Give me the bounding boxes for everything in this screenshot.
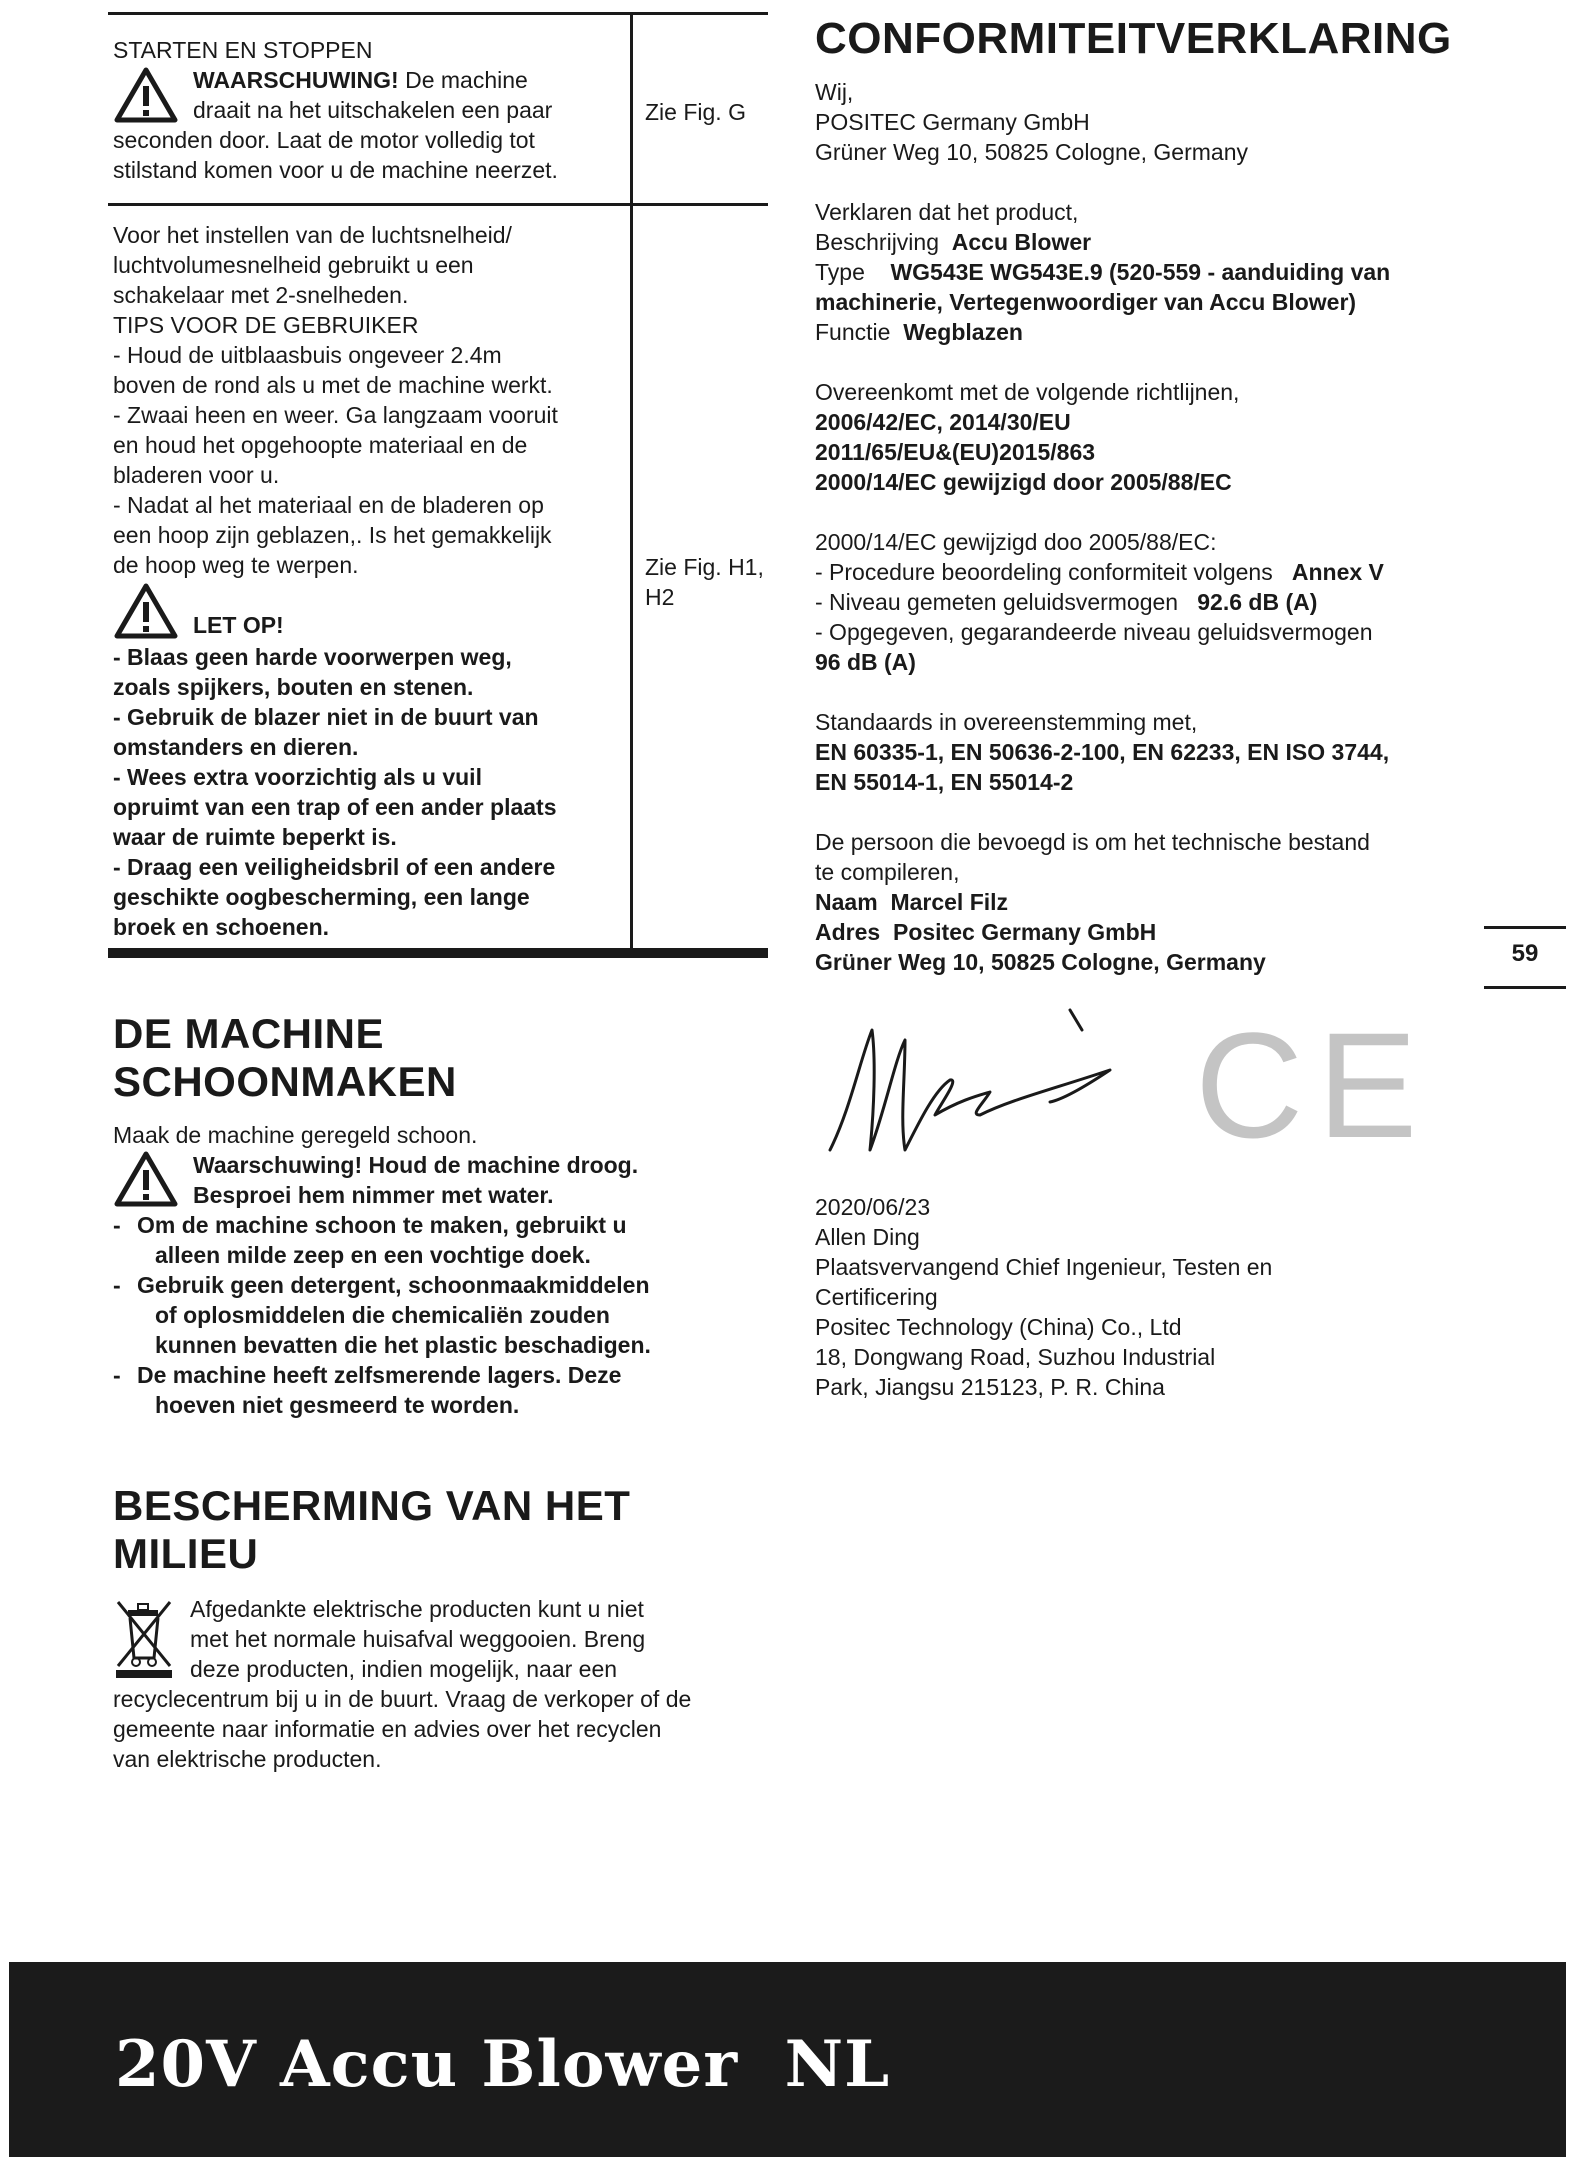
- decl-addr-label: Adres: [815, 919, 881, 945]
- tips-block: [113, 220, 633, 580]
- signer-title: Certificering: [815, 1284, 938, 1310]
- decl-noise-measured-label: - Niveau gemeten geluidsvermogen: [815, 589, 1179, 615]
- cleaning-warning-line2: Besproei hem nimmer met water.: [193, 1182, 554, 1208]
- decl-type-value-2: machinerie, Vertegenwoordiger van Accu Blower): [815, 289, 1357, 315]
- warning-triangle-icon: [113, 1150, 179, 1208]
- figure-ref-h-line1: Zie Fig. H1,: [645, 554, 764, 580]
- decl-name-value: Marcel Filz: [890, 889, 1009, 915]
- decl-function-value: Wegblazen: [903, 319, 1023, 345]
- warning-text-1: De machine: [398, 67, 528, 93]
- decl-standards-intro: Standaards in overeenstemming met,: [815, 709, 1198, 735]
- caution-line: - Gebruik de blazer niet in de buurt van: [113, 704, 539, 730]
- tips-line: - Houd de uitblaasbuis ongeveer 2.4m: [113, 342, 502, 368]
- decl-noise-guaranteed-label: - Opgegeven, gegarandeerde niveau geluidsvermogen: [815, 619, 1373, 645]
- decl-noise-guaranteed-value: 96 dB (A): [815, 649, 916, 675]
- decl-person-intro: te compileren,: [815, 859, 960, 885]
- bullet-dash: -: [113, 1362, 121, 1388]
- signer-name: Allen Ding: [815, 1224, 920, 1250]
- caution-line: - Draag een veiligheidsbril of een andere: [113, 854, 556, 880]
- tips-line: Voor het instellen van de luchtsnelheid/: [113, 222, 512, 248]
- decl-we: Wij,: [815, 79, 854, 105]
- environment-line: van elektrische producten.: [113, 1746, 382, 1772]
- decl-standards: EN 55014-1, EN 55014-2: [815, 769, 1074, 795]
- environment-text: [113, 1594, 773, 1774]
- caution-line: waar de ruimte beperkt is.: [113, 824, 397, 850]
- signer-title: Plaatsvervangend Chief Ingenieur, Testen en: [815, 1254, 1273, 1280]
- caution-label: LET OP!: [193, 612, 284, 638]
- caution-line: broek en schoenen.: [113, 914, 330, 940]
- bullet-line: hoeven niet gesmeerd te worden.: [155, 1392, 520, 1418]
- caution-line: - Blaas geen harde voorwerpen weg,: [113, 644, 512, 670]
- warning-label: WAARSCHUWING!: [193, 67, 399, 93]
- tips-heading: TIPS VOOR DE GEBRUIKER: [113, 312, 419, 338]
- bullet-line: Om de machine schoon te maken, gebruikt u: [137, 1212, 627, 1238]
- decl-directive: 2000/14/EC gewijzigd door 2005/88/EC: [815, 469, 1232, 495]
- caution-line: - Wees extra voorzichtig als u vuil: [113, 764, 482, 790]
- environment-line: Afgedankte elektrische producten kunt u niet: [190, 1596, 644, 1622]
- tips-line: de hoop weg te werpen.: [113, 552, 359, 578]
- signer-date: 2020/06/23: [815, 1194, 931, 1220]
- table-top-rule: [108, 12, 768, 15]
- cleaning-bullets: [113, 1210, 773, 1420]
- signer-company: Positec Technology (China) Co., Ltd: [815, 1314, 1182, 1340]
- tips-line: - Nadat al het materiaal en de bladeren op: [113, 492, 544, 518]
- warning-text-4: stilstand komen voor u de machine neerzet.: [113, 157, 558, 183]
- footer-bar: [9, 1962, 1566, 2157]
- tips-line: schakelaar met 2-snelheden.: [113, 282, 409, 308]
- warning-text-2: draait na het uitschakelen een paar: [193, 97, 553, 123]
- decl-person-intro: De persoon die bevoegd is om het technische bestand: [815, 829, 1370, 855]
- signature: [810, 1000, 1170, 1160]
- declaration-title: CONFORMITEITVERKLARING: [815, 14, 1452, 63]
- tips-line: boven de rond als u met de machine werkt.: [113, 372, 553, 398]
- bullet-line: of oplosmiddelen die chemicaliën zouden: [155, 1302, 610, 1328]
- caution-line: geschikte oogbescherming, een lange: [113, 884, 530, 910]
- decl-name-label: Naam: [815, 889, 878, 915]
- cleaning-warning: [113, 1150, 753, 1210]
- decl-noise-proc-label: - Procedure beoordeling conformiteit volgens: [815, 559, 1273, 585]
- section-heading-start-stop: STARTEN EN STOPPEN: [113, 37, 373, 63]
- caution-line: zoals spijkers, bouten en stenen.: [113, 674, 474, 700]
- decl-desc-label: Beschrijving: [815, 229, 939, 255]
- bullet-line: alleen milde zeep en een vochtige doek.: [155, 1242, 591, 1268]
- decl-addr-value: Positec Germany GmbH: [892, 919, 1157, 945]
- warning-text-3: seconden door. Laat de motor volledig tot: [113, 127, 535, 153]
- cleaning-intro: Maak de machine geregeld schoon.: [113, 1122, 478, 1148]
- environment-line: deze producten, indien mogelijk, naar een: [190, 1656, 618, 1682]
- figure-ref-h-line2: H2: [645, 584, 675, 610]
- tips-line: bladeren voor u.: [113, 462, 280, 488]
- decl-directive: 2011/65/EU&(EU)2015/863: [815, 439, 1096, 465]
- decl-noise-measured-value: 92.6 dB (A): [1197, 589, 1318, 615]
- caution-line: opruimt van een trap of een ander plaats: [113, 794, 557, 820]
- decl-company: POSITEC Germany GmbH: [815, 109, 1090, 135]
- list-item: [113, 1270, 773, 1360]
- cleaning-warning-line1: Waarschuwing! Houd de machine droog.: [193, 1152, 639, 1178]
- decl-function-label: Functie: [815, 319, 891, 345]
- warning-triangle-icon: [113, 582, 179, 640]
- bullet-line: De machine heeft zelfsmerende lagers. Deze: [137, 1362, 622, 1388]
- decl-directives-intro: Overeenkomt met de volgende richtlijnen,: [815, 379, 1240, 405]
- list-item: [113, 1360, 773, 1420]
- figure-ref-g: Zie Fig. G: [645, 99, 746, 125]
- bullet-line: Gebruik geen detergent, schoonmaakmiddelen: [137, 1272, 650, 1298]
- decl-desc-value: Accu Blower: [951, 229, 1092, 255]
- bullet-line: kunnen bevatten die het plastic beschadigen.: [155, 1332, 651, 1358]
- decl-type-value: WG543E WG543E.9 (520-559 - aanduiding van: [890, 259, 1391, 285]
- footer-language: NL: [784, 2027, 891, 2102]
- environment-title-line1: BESCHERMING VAN HET: [113, 1482, 631, 1529]
- decl-directive: 2006/42/EC, 2014/30/EU: [815, 409, 1071, 435]
- page-number: 59: [1511, 940, 1539, 967]
- figure-ref-h: [645, 552, 764, 612]
- tips-line: een hoop zijn geblazen,. Is het gemakkelijk: [113, 522, 552, 548]
- cleaning-title: [113, 1010, 457, 1106]
- decl-standards: EN 60335-1, EN 50636-2-100, EN 62233, EN ISO 3744,: [815, 739, 1390, 765]
- signer-block: [815, 1192, 1515, 1402]
- footer-product: 20V Accu Blower: [115, 2027, 739, 2102]
- decl-address: Grüner Weg 10, 50825 Cologne, Germany: [815, 139, 1248, 165]
- bullet-dash: -: [113, 1272, 121, 1298]
- environment-line: met het normale huisafval weggooien. Breng: [190, 1626, 646, 1652]
- list-item: [113, 1210, 773, 1270]
- cleaning-title-line2: SCHOONMAKEN: [113, 1058, 457, 1105]
- decl-product-intro: Verklaren dat het product,: [815, 199, 1079, 225]
- ce-mark-icon: CE: [1195, 1001, 1432, 1169]
- footer-title: [115, 2027, 891, 2102]
- environment-title: [113, 1482, 630, 1578]
- caution-block: [113, 582, 633, 942]
- table-row-divider: [108, 203, 768, 206]
- environment-title-line2: MILIEU: [113, 1530, 259, 1577]
- signer-address: Park, Jiangsu 215123, P. R. China: [815, 1374, 1165, 1400]
- bullet-dash: -: [113, 1212, 121, 1238]
- environment-line: gemeente naar informatie en advies over het recyclen: [113, 1716, 662, 1742]
- tips-line: en houd het opgehoopte materiaal en de: [113, 432, 528, 458]
- page-number-box: [1484, 926, 1566, 990]
- warning-triangle-icon: [113, 66, 179, 124]
- starting-stopping-block: [113, 35, 633, 185]
- table-bottom-rule: [108, 948, 768, 958]
- cleaning-title-line1: DE MACHINE: [113, 1010, 385, 1057]
- decl-addr-line2: Grüner Weg 10, 50825 Cologne, Germany: [815, 949, 1266, 975]
- declaration-body: [815, 77, 1515, 977]
- signer-address: 18, Dongwang Road, Suzhou Industrial: [815, 1344, 1216, 1370]
- decl-type-label: Type: [815, 259, 865, 285]
- decl-noise-proc-value: Annex V: [1291, 559, 1384, 585]
- environment-line: recyclecentrum bij u in de buurt. Vraag de verkoper of de: [113, 1686, 692, 1712]
- tips-line: - Zwaai heen en weer. Ga langzaam vooruit: [113, 402, 558, 428]
- decl-noise-heading: 2000/14/EC gewijzigd doo 2005/88/EC:: [815, 529, 1217, 555]
- caution-line: omstanders en dieren.: [113, 734, 359, 760]
- tips-line: luchtvolumesnelheid gebruikt u een: [113, 252, 474, 278]
